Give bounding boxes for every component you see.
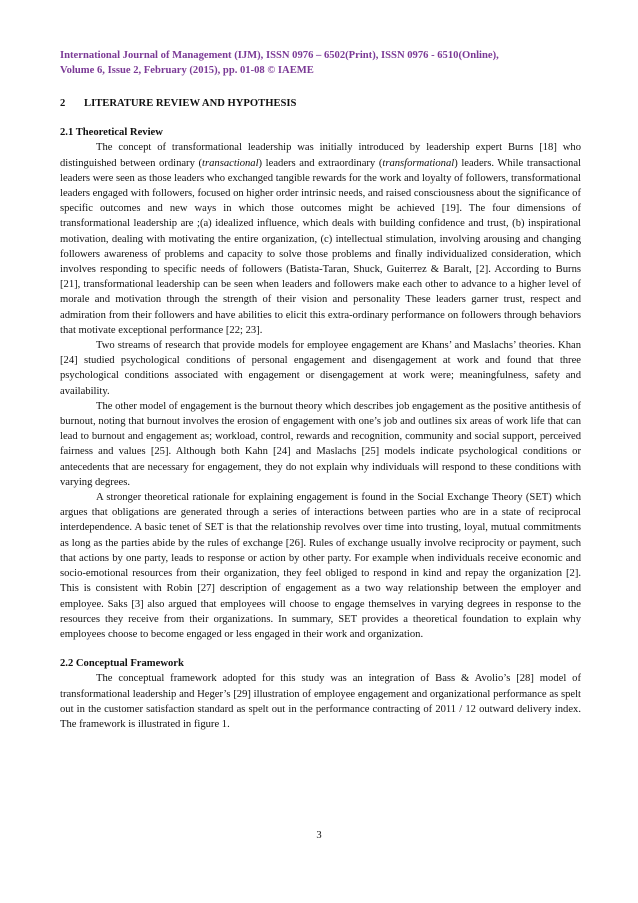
subsection-heading-theoretical-review: 2.1 Theoretical Review xyxy=(60,127,163,139)
section-number: 2 xyxy=(60,98,66,109)
journal-header xyxy=(60,48,581,78)
paragraph: The conceptual framework adopted for this study was an integration of Bass & Avolio’s [28] model of transformational leadership and Heger’s [29] illustration of employee engagement and organizational performance as spelt out in the customer satisfaction standard as spelt out in the performance contracting of 2011 / 12 outward delivery index. The framework is illustrated in figure 1. xyxy=(60,673,581,730)
paragraph: The other model of engagement is the burnout theory which describes job engagement as the positive antithesis of burnout, noting that burnout involves the erosion of engagement with one’s job and outlines six areas of work life that can lead to burnout and engagement as; workload, control, rewards and recognition, community and social support, perceived fairness and values [25]. Although both Kahn [24] and Maslachs [25] models indicate psychological conditions or antecedents that are necessary for engagement, they do not explain why individuals will respond to these conditions with varying degrees. xyxy=(60,400,581,488)
paragraph: A stronger theoretical rationale for explaining engagement is found in the Social Exchange Theory (SET) which argues that obligations are generated through a series of interactions between parties who are in a state of reciprocal interdependence. A basic tenet of SET is that the relationship revolves over time into trusting, loyal, mutual commitments as long as the parties abide by the rules of exchange [26]. Rules of exchange usually involve reciprocity or payment, such that actions by one party, leads to response or action by other party. For example when individuals receive economic and socio-emotional resources from their organization, they feel obliged to respond in kind and repay the organization [2]. This is consistent with Robin [27] description of engagement as a two way relationship between the employer and employee. Saks [3] also argued that employees will choose to engage themselves in varying degrees in response to the resources they receive from their organizations. In summary, SET provides a theoretical foundation to explain why employees choose to become engaged or less engaged in their work and organization. xyxy=(60,492,581,640)
paragraph: Two streams of research that provide models for employee engagement are Khans’ and Maslachs’ theories. Khan [24] studied psychological conditions of personal engagement and disengagement at work and found that three psychological conditions associated with engagement or disengagement at work were; meaningfulness, safety and availability. xyxy=(60,340,581,397)
paragraph-text: The concept of transformational leadership was initially introduced by leadership expert Burns [18] who distinguished between ordinary ( xyxy=(60,142,581,169)
subsection-heading-conceptual-framework: 2.2 Conceptual Framework xyxy=(60,658,184,670)
emphasis-transformational: transformational xyxy=(382,157,455,169)
journal-header-line-2: Volume 6, Issue 2, February (2015), pp. 01-08 © IAEME xyxy=(60,65,314,76)
article-body xyxy=(60,96,581,732)
section-title: LITERATURE REVIEW AND HYPOTHESIS xyxy=(84,98,297,109)
paragraph-text: ) leaders and extraordinary ( xyxy=(258,157,383,169)
section-heading xyxy=(60,96,581,111)
paragraph xyxy=(60,140,581,338)
journal-header-line-1: International Journal of Management (IJM), ISSN 0976 – 6502(Print), ISSN 0976 - 6510(Online), xyxy=(60,50,499,61)
page-number: 3 xyxy=(316,830,322,841)
emphasis-transactional: transactional xyxy=(202,157,259,169)
paragraph-text: ) leaders. While transactional leaders were seen as those leaders who exchanged tangible rewards for the work and loyalty of followers, transformational leaders engaged with followers, focused on higher order intrinsic needs, and raised consciousness about the significance of specific outcomes and new ways in which those outcomes might be achieved [19]. The four dimensions of transformational leadership are ;(a) idealized influence, which deals with building confidence and trust, (b) inspirational motivation, dealing with motivating the entire organization, (c) intellectual stimulation, involving arousing and changing followers awareness of problems and capacity to solve those problems and finally individualized consideration, which involves responding to specific needs of followers (Batista-Taran, Shuck, Guiterrez & Baralt, [2]. According to Burns [21], transformational leadership can be seen when leaders and followers make each other to advance to a higher level of morale and motivation through the strength of their vision and personality These leaders garner trust, respect and admiration from their followers and have abilities to elicit this extra-ordinary performance on followers through behaviors that motivate exceptional performance [22; 23]. xyxy=(60,157,581,336)
